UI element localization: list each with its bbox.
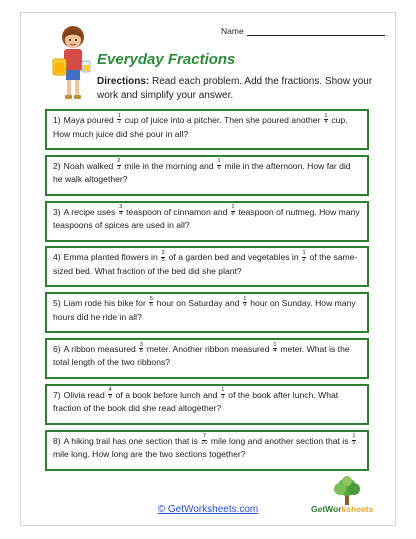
fraction-numerator: 1 (243, 295, 247, 302)
fraction-denominator: 8 (139, 348, 143, 355)
fraction (243, 297, 247, 309)
problem-text: of a book before lunch and (113, 389, 220, 400)
fraction-numerator: 4 (108, 387, 112, 394)
problem-text: A hiking trail has one section that is (63, 435, 201, 446)
problem-box (45, 155, 369, 196)
fraction-numerator: 1 (117, 112, 121, 119)
directions-label: Directions: (97, 76, 150, 87)
fraction-numerator: 1 (352, 433, 356, 440)
problem-list (45, 109, 369, 475)
fraction-numerator: 5 (149, 295, 153, 302)
fraction-denominator: 2 (302, 256, 306, 263)
fraction (108, 388, 112, 400)
problem-text: of the book after lunch. What fraction of the book did she read altogether? (53, 389, 339, 414)
problem-text: Olivia read (63, 389, 108, 400)
fraction (139, 343, 143, 355)
problem-text: mile in the morning and (121, 160, 216, 171)
fraction-denominator: 4 (324, 119, 328, 126)
fraction-numerator: 3 (119, 204, 123, 211)
problem-text: Emma planted flowers in (63, 252, 161, 263)
logo-text-part1: GetWor (311, 504, 342, 514)
fraction-denominator: 5 (352, 439, 356, 446)
directions (97, 75, 389, 103)
problem-number: 7) (53, 389, 61, 400)
fraction (161, 251, 165, 263)
problem-text: of the same-sized bed. What fraction of the bed did she plant? (53, 252, 358, 276)
fraction-denominator: 6 (217, 165, 221, 172)
problem-number: 6) (53, 343, 61, 354)
problem-text: hour on Saturday and (154, 298, 242, 309)
logo-text-part2: ksheets (341, 504, 374, 514)
problem-number: 8) (53, 435, 61, 446)
worksheet-page (21, 13, 395, 525)
problem-text: Liam rode his bike for (63, 298, 149, 309)
fraction (324, 114, 328, 126)
problem-text: cup of juice into a pitcher. Then she poured another (122, 115, 323, 125)
fraction (217, 159, 221, 171)
problem-text: Noah walked (63, 160, 116, 171)
problem-number: 3) (53, 206, 61, 217)
fraction (231, 205, 235, 217)
name-field (221, 26, 385, 36)
fraction-numerator: 7 (202, 433, 206, 440)
problem-text: teaspoon of nutmeg. How many teaspoons of spices are used in all? (53, 206, 360, 231)
getworksheets-logo (311, 475, 387, 517)
fraction (352, 434, 356, 446)
name-line (247, 27, 385, 36)
problem-text: meter. Another ribbon measured (144, 343, 272, 354)
problem-box (45, 292, 369, 333)
fraction-numerator: 1 (221, 387, 225, 394)
problem-text: teaspoon of cinnamon and (123, 206, 230, 217)
problem-text: A recipe uses (63, 206, 118, 217)
fraction-numerator: 1 (231, 204, 235, 211)
fraction (117, 159, 121, 171)
fraction-denominator: 9 (243, 302, 247, 309)
fraction-denominator: 4 (119, 210, 123, 217)
problem-box (45, 384, 369, 425)
problem-text: A ribbon measured (63, 343, 139, 354)
fraction-numerator: 1 (302, 250, 306, 257)
problem-box (45, 246, 369, 287)
problem-text: Maya poured (63, 115, 117, 125)
problem-box (45, 201, 369, 242)
fraction-denominator: 8 (231, 210, 235, 217)
fraction-denominator: 6 (149, 302, 153, 309)
fraction-denominator: 5 (161, 256, 165, 263)
fraction (119, 205, 123, 217)
problem-box (45, 109, 369, 150)
fraction-denominator: 3 (117, 165, 121, 172)
getworksheets-link[interactable]: © GetWorksheets.com (157, 504, 259, 515)
fraction (273, 343, 277, 355)
fraction (149, 297, 153, 309)
problem-text: meter. What is the total length of the two ribbons? (53, 343, 350, 368)
problem-box (45, 338, 369, 379)
problem-text: mile long and another section that is (208, 435, 351, 446)
problem-text: cup. How much juice did she pour in all? (53, 115, 348, 139)
fraction (117, 114, 121, 126)
fraction-denominator: 10 (201, 439, 208, 446)
fraction-denominator: 2 (117, 119, 121, 126)
worksheet-title: Everyday Fractions (97, 51, 236, 68)
problem-text: hour on Sunday. How many hours did he ride in all? (53, 298, 356, 322)
fraction-denominator: 4 (273, 348, 277, 355)
fraction (221, 388, 225, 400)
problem-text: mile long. How long are the two sections together? (53, 449, 246, 460)
problem-number: 1) (53, 115, 61, 125)
fraction-denominator: 3 (221, 394, 225, 401)
fraction-numerator: 2 (161, 250, 165, 257)
fraction-denominator: 9 (108, 394, 112, 401)
problem-text: of a garden bed and vegetables in (166, 252, 302, 263)
problem-number: 5) (53, 298, 61, 309)
fraction-numerator: 1 (273, 341, 277, 348)
fraction-numerator: 1 (324, 112, 328, 119)
girl-with-juice-illustration (49, 23, 95, 103)
fraction-numerator: 1 (217, 158, 221, 165)
fraction (201, 434, 207, 446)
logo-text (311, 504, 373, 514)
fraction (302, 251, 306, 263)
name-label: Name (221, 26, 244, 36)
problem-number: 2) (53, 160, 61, 171)
fraction-numerator: 3 (139, 341, 143, 348)
directions-text: Read each problem. Add the fractions. Show your work and simplify your answer. (97, 76, 373, 101)
problem-number: 4) (53, 252, 61, 263)
fraction-numerator: 2 (117, 158, 121, 165)
tree-icon (311, 475, 387, 505)
problem-box (45, 430, 369, 471)
problem-text: mile in the afternoon. How far did he walk altogether? (53, 160, 351, 185)
